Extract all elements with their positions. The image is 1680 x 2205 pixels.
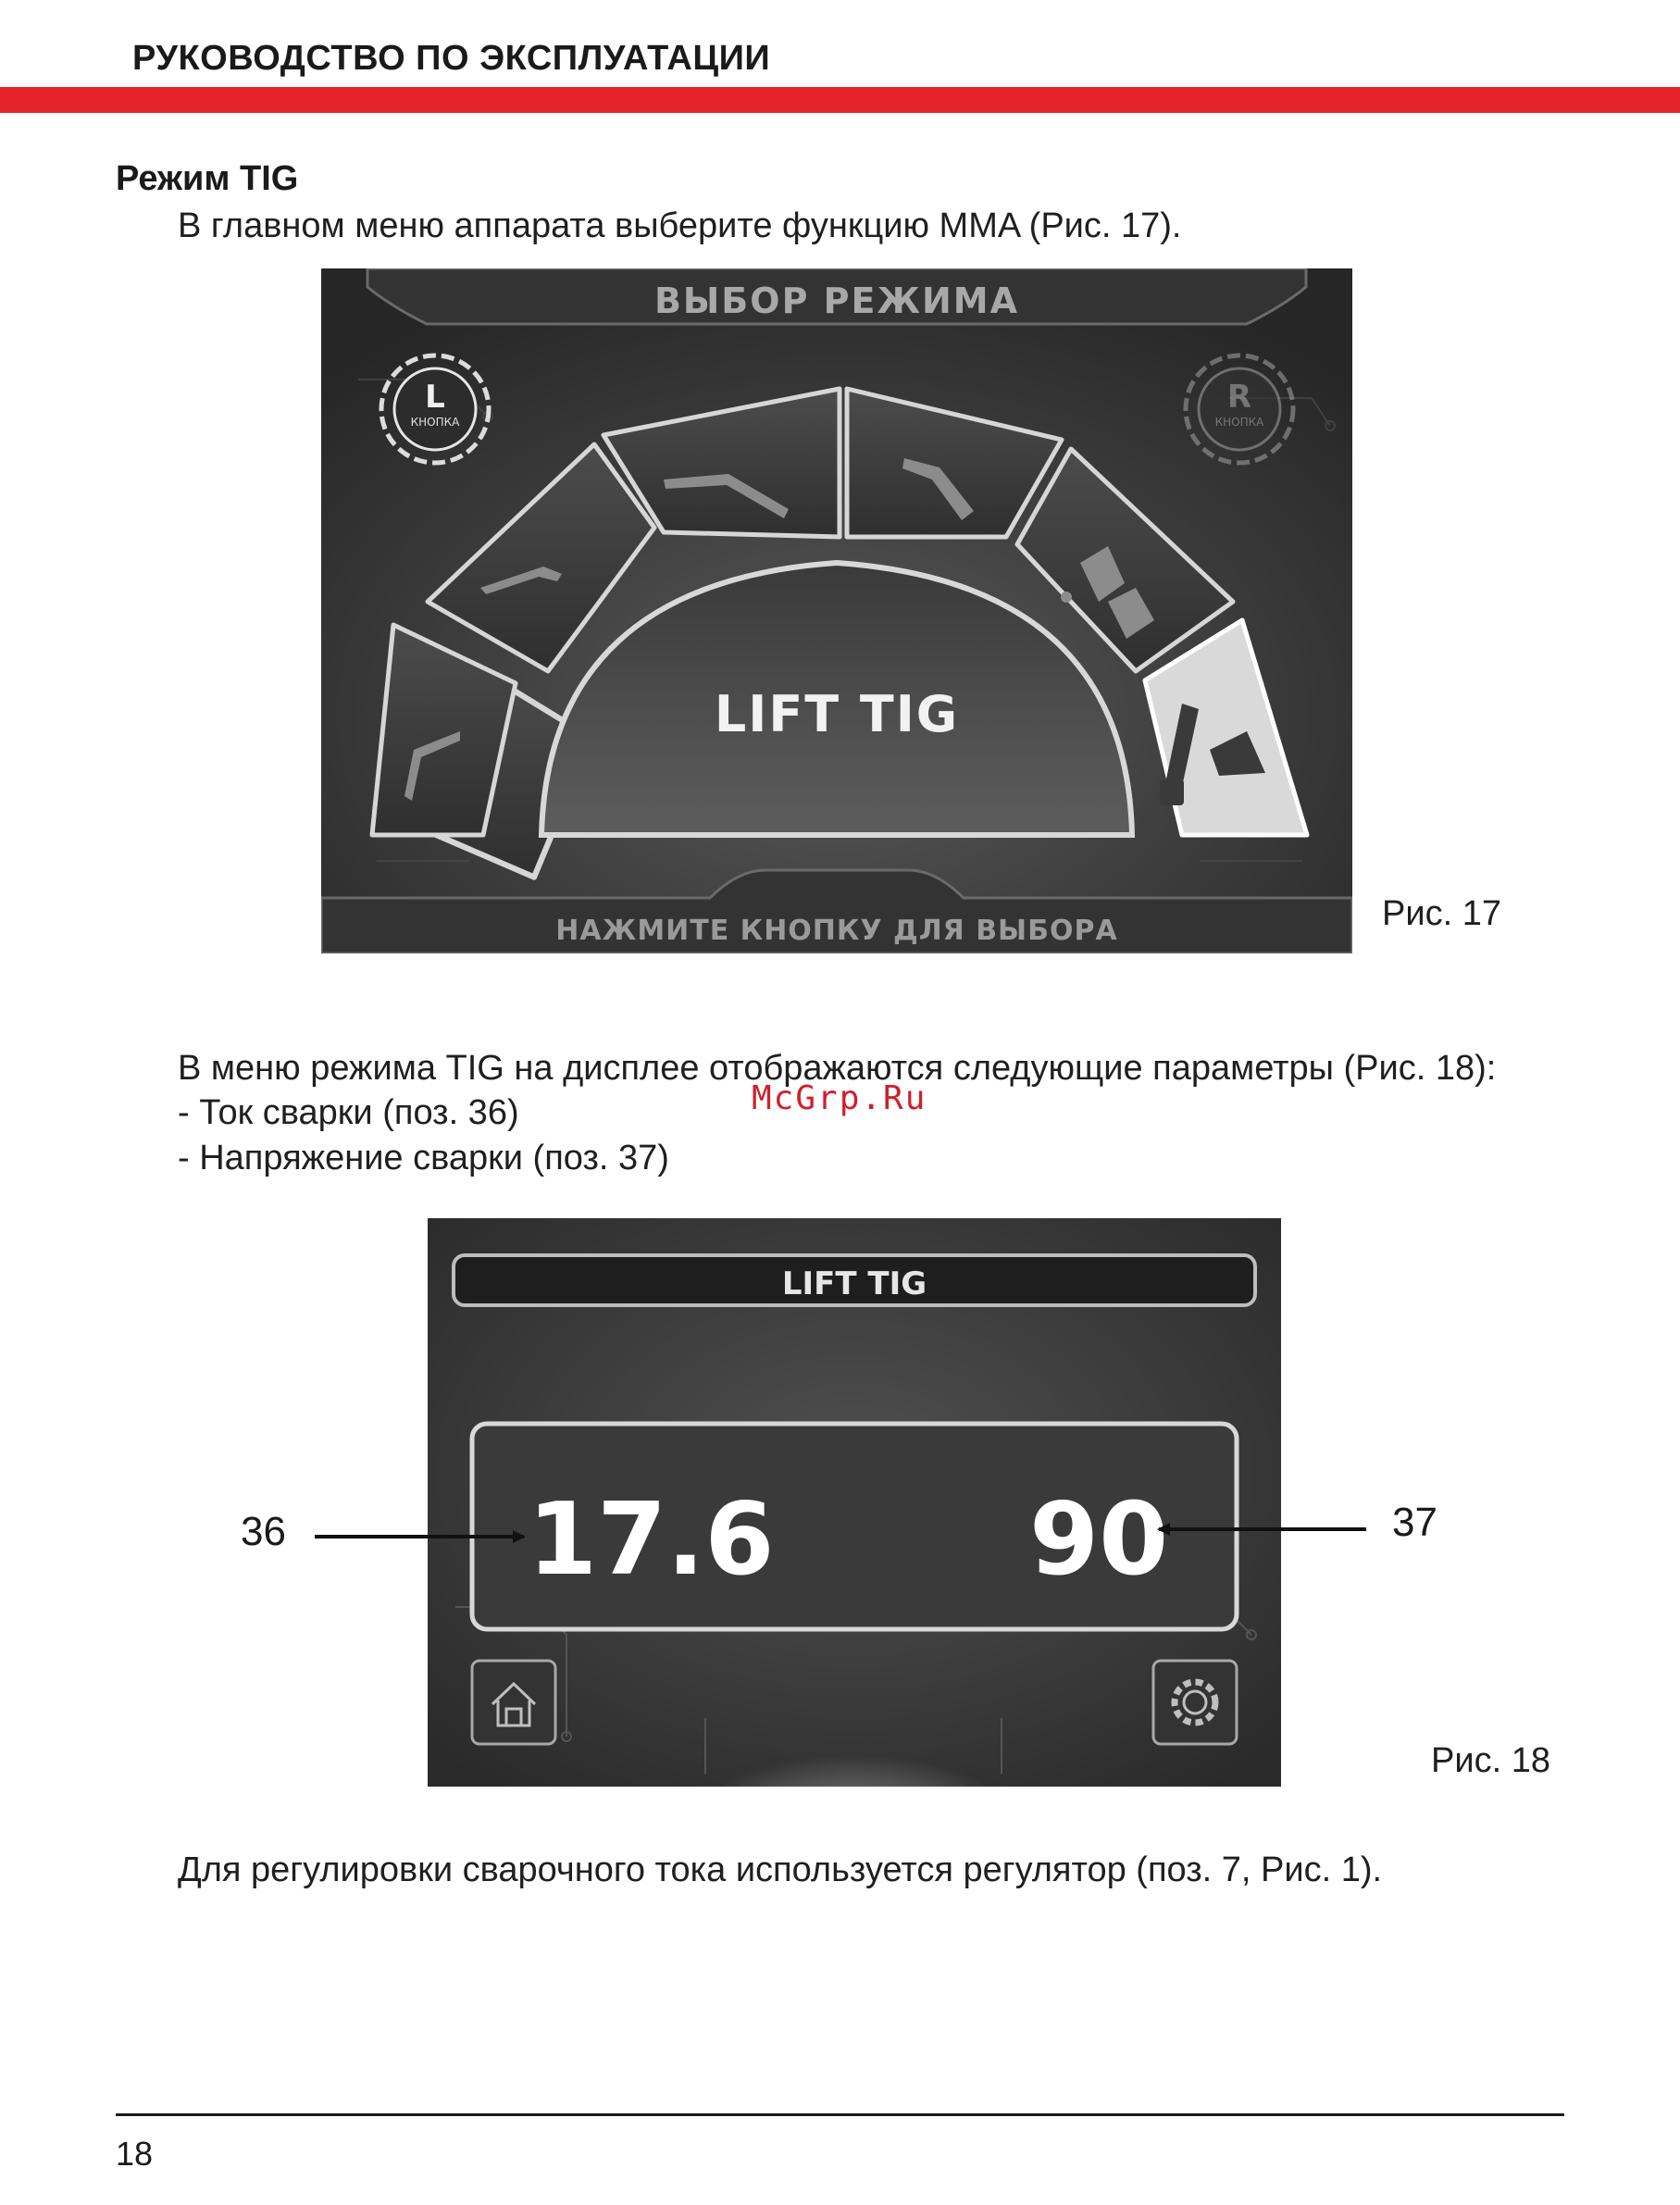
document-header-title: РУКОВОДСТВО ПО ЭКСПЛУАТАЦИИ — [132, 39, 771, 78]
watermark: McGrp.Ru — [752, 1079, 927, 1117]
paragraph-select-function: В главном меню аппарата выберите функцию MMA (Рис. 17). — [178, 206, 1182, 245]
list-item-current: - Ток сварки (поз. 36) — [178, 1093, 519, 1132]
figure-18-caption: Рис. 18 — [1431, 1741, 1550, 1780]
screen-title: ВЫБОР РЕЖИМА — [653, 280, 1020, 321]
section-title: Режим TIG — [116, 159, 299, 198]
left-badge-label: КНОПКА — [410, 416, 460, 429]
voltage-value: 17.6 — [528, 1482, 775, 1598]
page-number: 18 — [116, 2135, 154, 2173]
right-badge-letter: R — [1226, 379, 1252, 416]
left-badge-letter: L — [425, 379, 445, 416]
callout-label-37: 37 — [1392, 1500, 1437, 1545]
paragraph-tig-parameters: В меню режима TIG на дисплее отображаются следующие параметры (Рис. 18): — [178, 1049, 1497, 1088]
center-label: LIFT TIG — [714, 685, 960, 743]
paragraph-current-regulator: Для регулировки сварочного тока используется регулятор (поз. 7, Рис. 1). — [178, 1850, 1383, 1889]
footer-rule — [116, 2113, 1564, 2116]
figure-17-caption: Рис. 17 — [1382, 894, 1501, 933]
bottom-hint: НАЖМИТЕ КНОПКУ ДЛЯ ВЫБОРА — [555, 915, 1118, 947]
list-item-voltage: - Напряжение сварки (поз. 37) — [178, 1139, 669, 1177]
right-badge-label: КНОПКА — [1214, 416, 1264, 429]
callout-label-36: 36 — [241, 1509, 286, 1554]
current-value: 90 — [1029, 1482, 1169, 1598]
screen-title: LIFT TIG — [781, 1265, 927, 1302]
